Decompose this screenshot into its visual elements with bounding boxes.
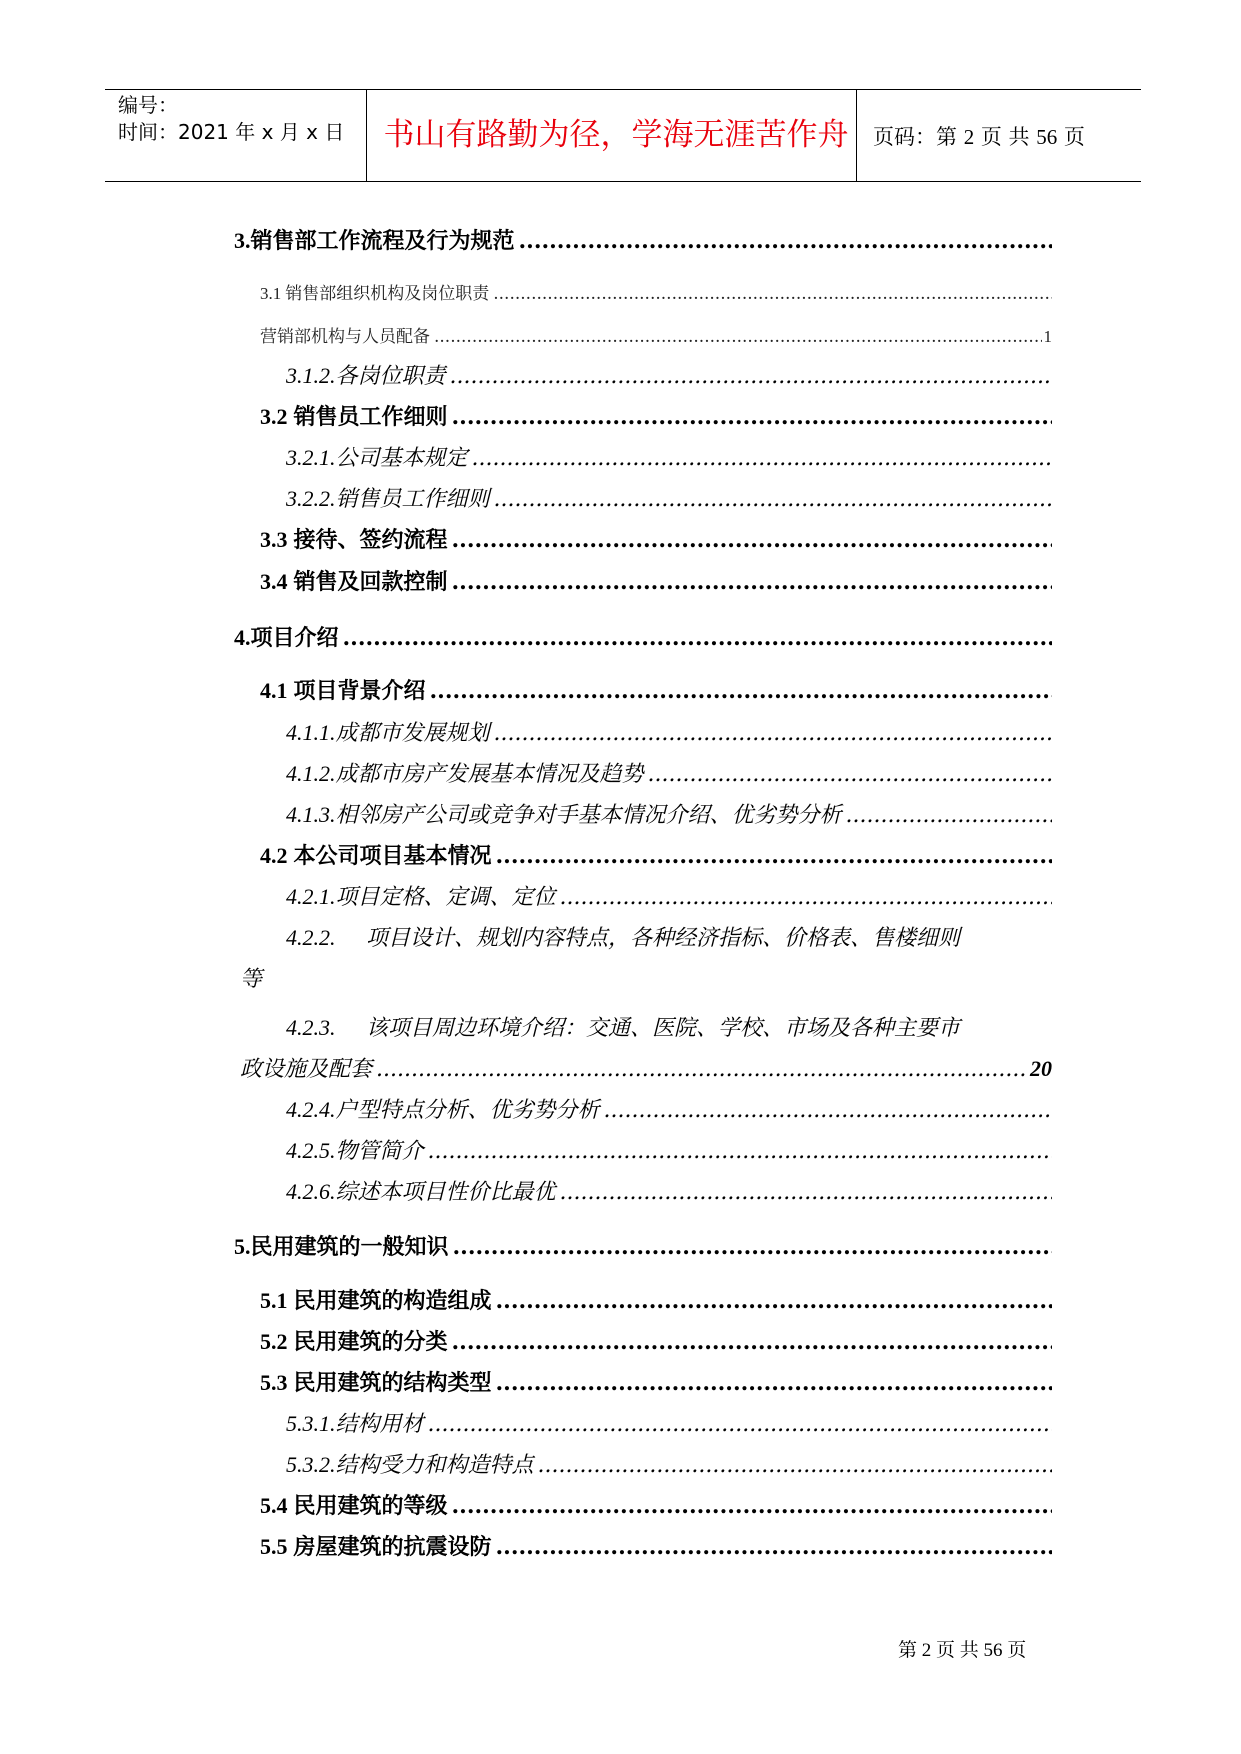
toc-entry-4-2-6[interactable] xyxy=(286,1175,1052,1206)
toc-entry-5-3-2[interactable] xyxy=(286,1448,1052,1479)
header-divider-left xyxy=(366,89,367,181)
toc-number: 3.2 xyxy=(260,404,288,429)
toc-title: 成都市房产发展基本情况及趋势 xyxy=(335,762,644,787)
toc-entry-4-1-3[interactable] xyxy=(286,798,1052,829)
toc-title: 民用建筑的分类 xyxy=(293,1329,448,1355)
toc-title: 综述本项目性价比最优 xyxy=(335,1180,556,1205)
toc-leader xyxy=(376,1057,1028,1082)
toc-leader xyxy=(430,678,1052,704)
toc-number: 3.3 xyxy=(260,527,288,552)
header-meta xyxy=(118,92,344,146)
toc-leader xyxy=(496,1370,1052,1396)
toc-number: 3.2.2. xyxy=(286,486,336,511)
toc-title: 成都市发展规划 xyxy=(335,721,490,746)
page-mid: 页 共 xyxy=(974,125,1037,149)
toc-number: 4. xyxy=(234,625,251,650)
toc-entry-3-1-x[interactable] xyxy=(260,322,1052,347)
header-motto: 书山有路勤为径，学海无涯苦作舟 xyxy=(383,117,849,153)
toc-title: 结构受力和构造特点 xyxy=(335,1453,534,1478)
toc-entry-4-2-1[interactable] xyxy=(286,880,1052,911)
toc-leader xyxy=(453,1234,1052,1260)
toc-title: 接待、签约流程 xyxy=(293,527,448,553)
page-prefix: 页码：第 xyxy=(873,125,964,149)
toc-entry-4-2[interactable] xyxy=(260,839,1052,870)
toc-entry-3-2-1[interactable] xyxy=(286,441,1052,472)
toc-number: 3.2.1. xyxy=(286,445,336,470)
toc-leader xyxy=(452,404,1052,430)
toc-title: 各岗位职责 xyxy=(335,364,446,389)
toc-title: 项目背景介绍 xyxy=(293,678,426,704)
toc-leader xyxy=(494,721,1052,746)
toc-leader xyxy=(496,1534,1052,1560)
toc-number: 5. xyxy=(234,1234,251,1259)
toc-leader xyxy=(493,284,1052,304)
toc-entry-4-2-3-continued[interactable] xyxy=(240,1052,1052,1083)
toc-title: 民用建筑的一般知识 xyxy=(250,1234,449,1260)
toc-entry-4-2-4[interactable] xyxy=(286,1093,1052,1124)
toc-entry-3-4[interactable] xyxy=(260,565,1052,596)
toc-entry-3-3[interactable] xyxy=(260,523,1052,554)
toc-leader xyxy=(846,803,1052,828)
toc-entry-4-1[interactable] xyxy=(260,674,1052,705)
toc-title: 本公司项目基本情况 xyxy=(293,843,492,869)
toc-number: 4.1 xyxy=(260,678,288,703)
toc-leader xyxy=(560,885,1052,910)
toc-leader xyxy=(494,487,1052,512)
page-footer: 第 2 页 共 56 页 xyxy=(898,1640,1027,1661)
toc-number: 5.4 xyxy=(260,1493,288,1518)
page-number: 2 xyxy=(963,125,975,149)
toc-number: 4.2.1. xyxy=(286,884,336,909)
toc-title: 销售部工作流程及行为规范 xyxy=(250,228,515,254)
toc-title: 营销部机构与人员配备 xyxy=(260,327,430,347)
toc-title: 公司基本规定 xyxy=(335,446,468,471)
toc-entry-4-2-2-continued[interactable] xyxy=(240,962,262,993)
document-time: 时间：2021 年 x 月 x 日 xyxy=(118,120,345,144)
toc-title: 项目定格、定调、定位 xyxy=(335,885,556,910)
toc-leader xyxy=(648,762,1052,787)
toc-entry-3-2-2[interactable] xyxy=(286,482,1052,513)
toc-leader xyxy=(496,843,1052,869)
toc-number: 5.5 xyxy=(260,1534,288,1559)
page-total: 56 xyxy=(1036,125,1058,149)
toc-entry-3[interactable] xyxy=(234,224,1052,255)
toc-number: 4.2.6. xyxy=(286,1179,336,1204)
toc-title-line1: 项目设计、规划内容特点，各种经济指标、价格表、售楼细则 xyxy=(366,926,961,951)
toc-title: 销售及回款控制 xyxy=(293,569,448,595)
toc-number: 5.3.2. xyxy=(286,1452,336,1477)
header-top-rule xyxy=(105,89,1141,90)
toc-entry-5-1[interactable] xyxy=(260,1284,1052,1315)
toc-number: 5.3 xyxy=(260,1370,288,1395)
toc-title: 销售员工作细则 xyxy=(335,487,490,512)
header-page-info xyxy=(873,124,1085,150)
toc-leader xyxy=(428,1412,1052,1437)
toc-title: 房屋建筑的抗震设防 xyxy=(293,1534,492,1560)
toc-entry-5-4[interactable] xyxy=(260,1489,1052,1520)
toc-entry-5-5[interactable] xyxy=(260,1530,1052,1561)
toc-entry-5-3-1[interactable] xyxy=(286,1407,1052,1438)
toc-number: 3. xyxy=(234,228,251,253)
toc-entry-3-2[interactable] xyxy=(260,400,1052,431)
toc-number: 4.2 xyxy=(260,843,288,868)
toc-leader xyxy=(428,1139,1052,1164)
toc-title-line2: 等 xyxy=(240,967,263,992)
toc-entry-3-1-2[interactable] xyxy=(286,359,1052,390)
toc-entry-4-2-3[interactable] xyxy=(286,1011,960,1042)
toc-leader xyxy=(452,569,1052,595)
toc-entry-4-2-2[interactable] xyxy=(286,921,960,952)
toc-entry-5-2[interactable] xyxy=(260,1325,1052,1356)
toc-title: 民用建筑的构造组成 xyxy=(293,1288,492,1314)
toc-title: 销售部组织机构及岗位职责 xyxy=(285,284,490,304)
toc-leader xyxy=(538,1453,1052,1478)
toc-number: 5.3.1. xyxy=(286,1411,336,1436)
toc-title-line1: 该项目周边环境介绍：交通、医院、学校、市场及各种主要市 xyxy=(366,1016,961,1041)
toc-leader xyxy=(519,228,1052,254)
toc-number: 3.4 xyxy=(260,569,288,594)
toc-leader xyxy=(472,446,1052,471)
toc-title: 民用建筑的等级 xyxy=(293,1493,448,1519)
toc-title: 户型特点分析、优劣势分析 xyxy=(335,1098,600,1123)
toc-entry-4-1-2[interactable] xyxy=(286,757,1052,788)
toc-entry-4-1-1[interactable] xyxy=(286,716,1052,747)
page-suffix: 页 xyxy=(1057,125,1085,149)
toc-title-line2: 政设施及配套 xyxy=(240,1057,373,1082)
toc-leader xyxy=(604,1098,1052,1123)
toc-number: 4.2.5. xyxy=(286,1138,336,1163)
toc-number: 3.1.2. xyxy=(286,363,336,388)
toc-page: 1 xyxy=(1043,327,1052,346)
toc-number: 4.1.2. xyxy=(286,761,336,786)
toc-number: 4.1.3. xyxy=(286,802,336,827)
toc-leader xyxy=(452,1493,1052,1519)
toc-title: 项目介绍 xyxy=(250,625,339,651)
toc-number: 5.2 xyxy=(260,1329,288,1354)
toc-page: 20 xyxy=(1030,1056,1052,1081)
toc-title: 结构用材 xyxy=(335,1412,424,1437)
toc-entry-4[interactable] xyxy=(234,621,1052,652)
toc-leader xyxy=(496,1288,1052,1314)
toc-leader xyxy=(560,1180,1052,1205)
document-code-label: 编号： xyxy=(118,93,178,117)
toc-leader xyxy=(434,327,1042,347)
toc-title: 物管简介 xyxy=(335,1139,424,1164)
toc-number: 4.2.2. xyxy=(286,925,336,950)
header-bottom-rule xyxy=(105,181,1141,182)
toc-entry-5[interactable] xyxy=(234,1230,1052,1261)
toc-leader xyxy=(450,364,1052,389)
toc-title: 相邻房产公司或竞争对手基本情况介绍、优劣势分析 xyxy=(335,803,842,828)
toc-number: 4.1.1. xyxy=(286,720,336,745)
toc-entry-4-2-5[interactable] xyxy=(286,1134,1052,1165)
toc-leader xyxy=(452,527,1052,553)
toc-leader xyxy=(452,1329,1052,1355)
toc-number: 5.1 xyxy=(260,1288,288,1313)
toc-number: 3.1 xyxy=(260,284,282,303)
toc-number: 4.2.4. xyxy=(286,1097,336,1122)
toc-entry-3-1[interactable] xyxy=(260,279,1052,304)
toc-number: 4.2.3. xyxy=(286,1015,336,1040)
toc-leader xyxy=(343,625,1052,651)
toc-title: 民用建筑的结构类型 xyxy=(293,1370,492,1396)
toc-entry-5-3[interactable] xyxy=(260,1366,1052,1397)
toc-title: 销售员工作细则 xyxy=(293,404,448,430)
